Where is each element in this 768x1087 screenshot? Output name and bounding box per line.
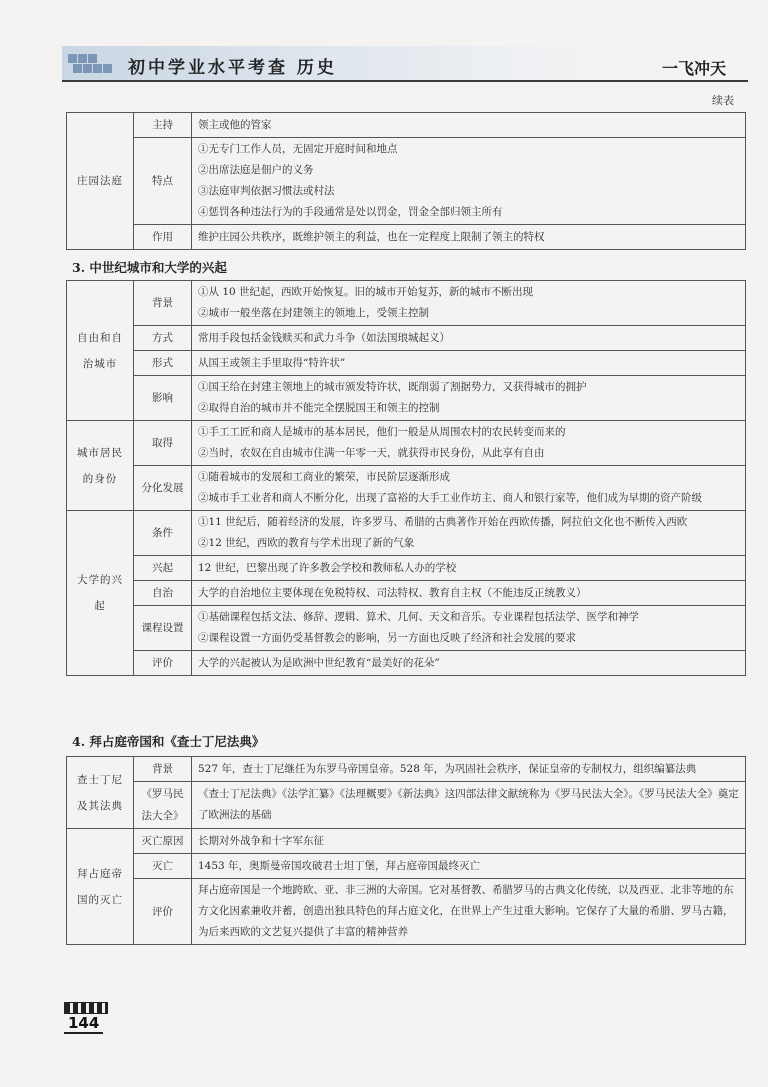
group-label: 查士丁尼及其法典 [67,757,134,829]
row-content [192,782,746,829]
row-content [192,556,746,581]
group-label: 城市居民的身份 [67,421,134,511]
content-line: ②城市手工业者和商人不断分化，出现了富裕的大手工业作坊主、商人和银行家等，他们成为早期的资产阶级 [198,492,702,504]
row-key: 兴起 [134,556,192,581]
content-line: 长期对外战争和十字军东征 [198,834,324,847]
content-line: ②当时，农奴在自由城市住满一年零一天，就获得市民身份，从此享有自由 [198,447,545,459]
section-4-title: 4. 拜占庭帝国和《查士丁尼法典》 [72,734,265,749]
table-row [67,651,746,676]
content-line: 拜占庭帝国是一个地跨欧、亚、非三洲的大帝国。它对基督教、希腊罗马的古典文化传统，以及西亚、北非等地的东方文化因素兼收并蓄，创造出独具特色的拜占庭文化，在世界上产生过重大影响。它保存了大量的希腊、罗马古籍，为后来西欧的文艺复兴提供了丰富的精神营养 [198,884,734,938]
content-line: ②12 世纪，西欧的教育与学术出现了新的气象 [198,537,415,549]
table-row [67,376,746,421]
header-logo: 一飞冲天 [662,59,727,78]
page-header [62,46,762,80]
content-line: ①11 世纪后，随着经济的发展，许多罗马、希腊的古典著作开始在西欧传播，阿拉伯文化也不断传入西欧 [198,516,688,528]
row-content [192,351,746,376]
table-row [67,113,746,138]
table-row [67,581,746,606]
content-line: ②课程设置一方面仍受基督教会的影响，另一方面也反映了经济和社会发展的要求 [198,632,576,644]
table-row [67,138,746,225]
row-content [192,581,746,606]
table-row [67,782,746,829]
row-key: 《罗马民法大全》 [134,782,192,829]
film-strip-icon [64,1002,108,1014]
group-label: 大学的兴起 [67,511,134,676]
content-line: ④惩罚各种违法行为的手段通常是处以罚金，罚金全部归领主所有 [198,206,503,218]
content-line: ①手工工匠和商人是城市的基本居民，他们一般是从周围农村的农民转变而来的 [198,426,566,438]
row-content [192,326,746,351]
manor-court-table [66,112,746,250]
table-row [67,466,746,511]
table-row [67,879,746,945]
header-rule [62,80,748,82]
table-row [67,829,746,854]
row-key: 背景 [134,281,192,326]
content-line: 12 世纪，巴黎出现了许多教会学校和教师私人办的学校 [198,561,457,574]
table-row [67,225,746,250]
content-line: 常用手段包括金钱赎买和武力斗争（如法国琅城起义） [198,331,450,344]
row-key: 形式 [134,351,192,376]
content-line: ③法庭审判依据习惯法或村法 [198,185,335,197]
row-key: 评价 [134,651,192,676]
content-line: 维护庄园公共秩序，既维护领主的利益，也在一定程度上限制了领主的特权 [198,230,545,243]
continued-label: 续表 [712,94,734,107]
content-line: 《查士丁尼法典》《法学汇纂》《法理概要》《新法典》这四部法律文献统称为《罗马民法大全》。《罗马民法大全》奠定了欧洲法的基础 [198,788,739,821]
table-row [67,421,746,466]
section-3-title: 3. 中世纪城市和大学的兴起 [72,260,227,275]
row-content [192,421,746,466]
content-line: ①随着城市的发展和工商业的繁荣，市民阶层逐渐形成 [198,471,450,483]
row-content [192,829,746,854]
row-content [192,757,746,782]
row-key: 影响 [134,376,192,421]
table-row [67,757,746,782]
row-content [192,511,746,556]
content-line: ①基础课程包括文法、修辞、逻辑、算术、几何、天文和音乐。专业课程包括法学、医学和神学 [198,611,639,623]
content-line: 领主或他的管家 [198,118,272,131]
row-key: 灭亡原因 [134,829,192,854]
row-content [192,281,746,326]
table-row [67,854,746,879]
table-row [67,351,746,376]
row-content [192,879,746,945]
row-key: 取得 [134,421,192,466]
content-line: ②出席法庭是佃户的义务 [198,164,314,176]
content-line: 大学的自治地位主要体现在免税特权、司法特权、教育自主权（不能违反正统教义） [198,586,587,599]
content-line: 527 年，查士丁尼继任为东罗马帝国皇帝。528 年，为巩固社会秩序，保证皇帝的专制权力，组织编纂法典 [198,762,697,775]
group-label: 庄园法庭 [67,113,134,250]
page-number: 144 [64,1014,103,1034]
row-key: 评价 [134,879,192,945]
row-key: 自治 [134,581,192,606]
content-line: ②取得自治的城市并不能完全摆脱国王和领主的控制 [198,402,440,414]
content-line: 大学的兴起被认为是欧洲中世纪教育“最美好的花朵” [198,656,440,669]
row-key: 特点 [134,138,192,225]
row-content [192,466,746,511]
row-key: 方式 [134,326,192,351]
group-label: 拜占庭帝国的灭亡 [67,829,134,945]
row-key: 灭亡 [134,854,192,879]
content-line: ①从 10 世纪起，西欧开始恢复。旧的城市开始复苏，新的城市不断出现 [198,286,534,298]
row-key: 背景 [134,757,192,782]
content-line: 从国王或领主手里取得“特许状” [198,356,346,369]
row-content [192,113,746,138]
row-content [192,225,746,250]
row-content [192,606,746,651]
content-line: ①无专门工作人员，无固定开庭时间和地点 [198,143,398,155]
row-content [192,376,746,421]
row-key: 课程设置 [134,606,192,651]
header-title: 初中学业水平考查 历史 [128,58,337,78]
group-label: 自由和自治城市 [67,281,134,421]
content-line: ①国王给在封建主领地上的城市颁发特许状，既削弱了割据势力，又获得城市的拥护 [198,381,587,393]
content-line: ②城市一般坐落在封建领主的领地上，受领主控制 [198,307,429,319]
table-row [67,511,746,556]
table-row [67,281,746,326]
table-row [67,606,746,651]
table-row [67,556,746,581]
row-key: 作用 [134,225,192,250]
content-line: 1453 年，奥斯曼帝国攻破君士坦丁堡，拜占庭帝国最终灭亡 [198,859,481,872]
row-key: 主持 [134,113,192,138]
medieval-cities-table [66,280,746,676]
table-row [67,326,746,351]
row-key: 条件 [134,511,192,556]
page-number-badge [62,1002,108,1036]
row-key: 分化发展 [134,466,192,511]
byzantine-table [66,756,746,945]
row-content [192,138,746,225]
row-content [192,651,746,676]
row-content [192,854,746,879]
header-squares-decoration [68,54,122,76]
